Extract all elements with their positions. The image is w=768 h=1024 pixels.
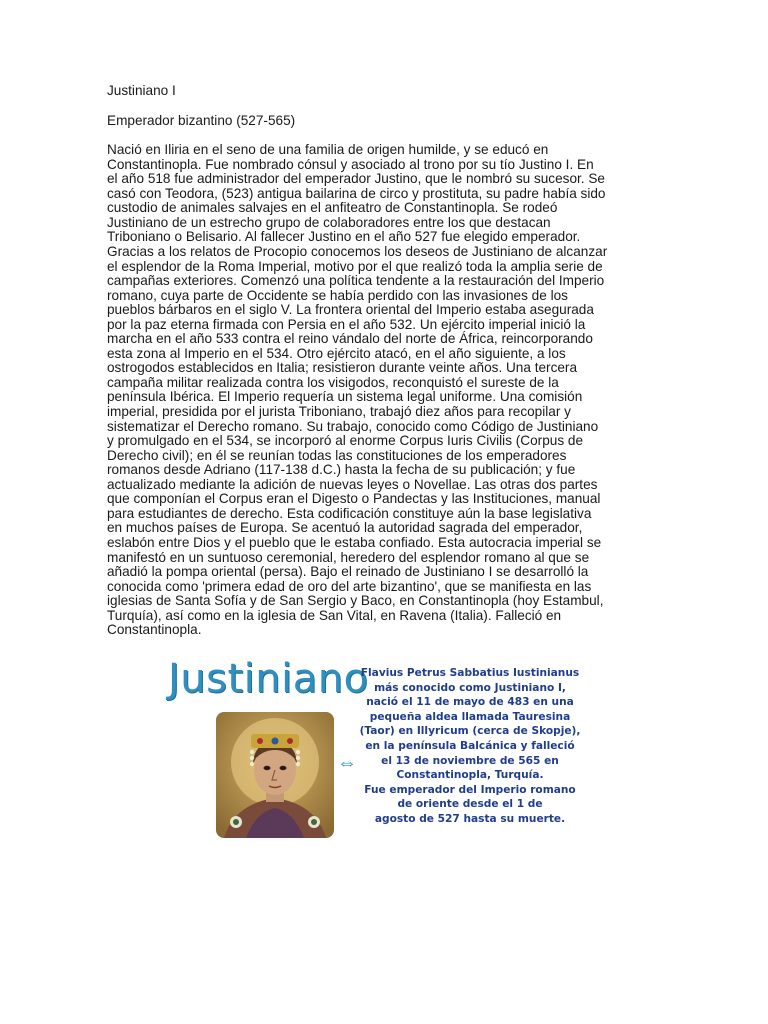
document-title: Justiniano I [107,83,176,98]
justinian-mosaic-portrait [216,712,334,838]
justiniano-infographic [164,656,584,840]
double-arrow-icon: ⇔ [337,752,357,774]
biography-paragraph: Nació en Iliria en el seno de una familia de origen humilde, y se educó en Constantinopla. Fue nombrado cónsul y asociado al trono por su tío Justino I. En el año 518 fue administrador del emperador Justino, que le nombró su sucesor. Se casó con Teodora, (523) antigua bailarina de circo y prostituta, su padre había sido custodio de animales salvajes en el anfiteatro de Constantinopla. Se rodeó Justiniano de un estrecho grupo de colaboradores entre los que destacan Triboniano o Belisario. Al fallecer Justino en el año 527 fue elegido emperador. Gracias a los relatos de Procopio conocemos los deseos de Justiniano de alcanzar el esplendor de la Roma Imperial, motivo por el que realizó toda la amplia serie de campañas exteriores. Comenzó una política tendente a la restauración del Imperio romano, cuya parte de Occidente se había perdido con las invasiones de los pueblos bárbaros en el siglo V. La frontera oriental del Imperio estaba asegurada por la paz eterna firmada con Persia en el año 532. Un ejército imperial inició la marcha en el año 533 contra el reino vándalo del norte de África, reincorporando esta zona al Imperio en el 534. Otro ejército atacó, en el año siguiente, a los ostrogodos establecidos en Italia; resistieron durante veinte años. Una tercera campaña militar realizada contra los visigodos, reconquistó el sureste de la península Ibérica. El Imperio requería un sistema legal uniforme. Una comisión imperial, presidida por el jurista Triboniano, trabajó diez años para recopilar y sistematizar el Derecho romano. Su trabajo, conocido como Código de Justiniano y promulgado en el 534, se incorporó al enorme Corpus Iuris Civilis (Corpus de Derecho civil); en él se reunían todas las constituciones de los emperadores romanos desde Adriano (117-138 d.C.) hasta la fecha de su publicación; y fue actualizado mediante la adición de nuevas leyes o Novellae. Las otras dos partes que componían el Corpus eran el Digesto o Pandectas y las Instituciones, manual para estudiantes de derecho. Esta codificación constituye aún la base legislativa en muchos países de Europa. Se acentuó la autoridad sagrada del emperador, eslabón entre Dios y el pueblo que le estaba confiado. Esta autocracia imperial se manifestó en un suntuoso ceremonial, heredero del esplendor romano al que se añadió la pompa oriental (persa). Bajo el reinado de Justiniano I se desarrolló la conocida como 'primera edad de oro del arte bizantino', que se manifiesta en las iglesias de Santa Sofía y de San Sergio y Baco, en Constantinopla (hoy Estambul, Turquía), así como en la iglesia de San Vital, en Ravena (Italia). Falleció en Constantinopla. [107,142,608,638]
infographic-caption: Flavius Petrus Sabbatius Iustinianus más conocido como Justiniano I, nació el 11 de mayo de 483 en una pequeña aldea llamada Tauresina (Taor) en Illyricum (cerca de Skopje), en la península Balcánica y falleció el 13 de noviembre de 565 en Constantinopla, Turquía. Fue emperador del Imperio romano de oriente desde el 1 de agosto de 527 hasta su muerte. [359,667,581,825]
document-subtitle: Emperador bizantino (527-565) [107,112,296,128]
mosaic-image [216,712,334,838]
document-body [107,84,667,638]
spacer [107,128,667,143]
infographic-title: Justiniano [168,656,369,702]
spacer [107,99,667,114]
